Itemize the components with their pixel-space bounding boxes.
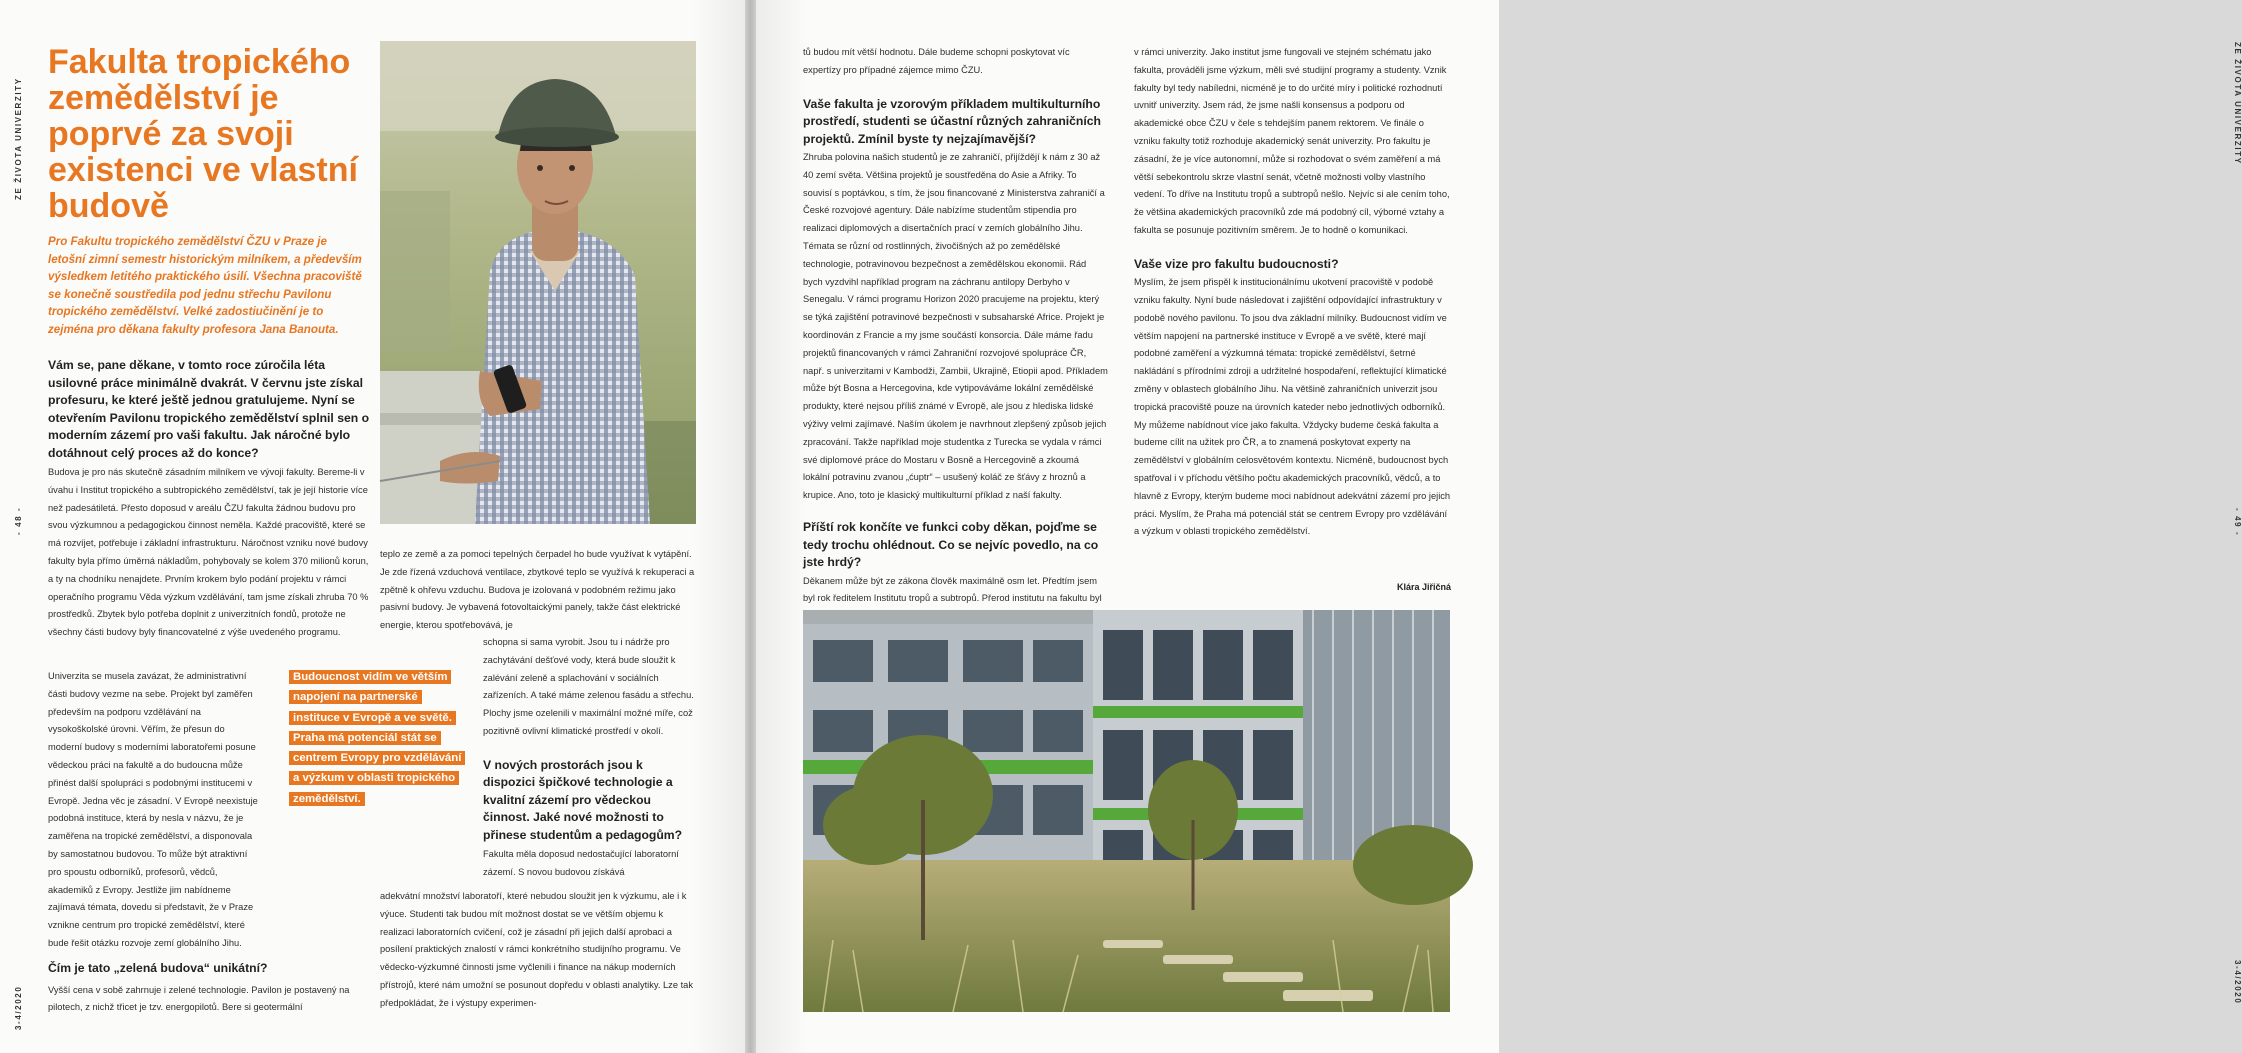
column-2-top [380,546,696,635]
building-courtyard-photo [803,610,1450,1012]
answer-1: Budova je pro nás skutečně zásadním milníkem ve vývoji fakulty. Bereme-li v úvahu i Institut tropického a subtropického zemědělství, tak je její historie více než padesátiletá. Přesto doposud v areálu ČZU fakulta žádnou budovu pro svou výzkumnou a pedagogickou činnost neměla. Každé pracoviště, které se má rozvíjet, potřebuje i základní infrastrukturu. Náročnost vzniku nové budovy fakulty byla přímo úměrná nákladům, pohybovaly se kolem 370 milionů korun, a ty na chodníku nenajdete. Prvním krokem bylo podání projektu v rámci operačního programu Věda výzkum vzdělávání, tam jsme získali zhruba 70 % prostředků. Zbytek bylo potřeba doplnit z univerzitních fondů, protože ne všechny části budovy byly financovatelné z výše uvedeného programu. [48,467,369,638]
article-lead: Pro Fakultu tropického zemědělství ČZU v Praze je letošní zimní semestr historickým milníkem, a především výsledkem letitého praktického úsilí. Všechna pracoviště se konečně soustředila pod jednu střechu Pavilonu tropického zemědělství. Velké zadostiučinění je to zejména pro děkana fakulty profesora Jana Banouta. [48,235,362,336]
right-page [756,0,2242,1053]
issue-label-left: 3-4/2020 [14,985,23,1030]
column-4 [1134,44,1451,541]
portrait-photo [380,41,696,524]
left-page [0,0,745,1053]
question-4: Vaše fakulta je vzorovým příkladem multikulturního prostředí, studenti se účastní různých zahraničních projektů. Zmínil byste ty nejzajímavější? [803,96,1101,146]
answer-5-continued: v rámci univerzity. Jako institut jsme fungovali ve stejném schématu jako fakulta, prováděli jsme výzkum, měli své studijní programy a studenty. Vznik fakulty byl tedy nabíledni, nicméně je to do určité míry i politické rozhodnutí uvnitř univerzity. Jsem rád, že jsme našli konsensus a podporu od akademické obce ČZU v čele s tehdejším panem rektorem. Ve finále o vzniku fakulty totiž rozhoduje akademický senát univerzity. Pro fakultu je zásadní, že je více autonomní, může si rozhodovat o svém zaměření a má větší sebekontrolu skrze vlastní senát, včetně možnosti volby vlastního vedení. To dříve na Institutu tropů a subtropů nešlo. Nejvíc si ale cením toho, že většina akademických pracovníků zde má podobný cíl, výborné vztahy a fakulta se posunuje pozitivním směrem. Je to hodně o komunikaci. [1134,47,1450,235]
question-1: Vám se, pane děkane, v tomto roce zúročila léta usilovné práce minimálně dvakrát. V červnu jste získal profesuru, ke které ještě jednou gratulujeme. Nyní se otevřením Pavilonu tropického zemědělství splnil sen o moderním zázemí pro vaši fakultu. Jak náročné bylo dotáhnout celý proces až do konce? [48,358,370,460]
author-signature: Klára Jiřičná [1396,582,1451,592]
book-spine [745,0,756,1053]
answer-3: adekvátní množství laboratoří, které nebudou sloužit jen k výzkumu, ale i k výuce. Studenti tak budou mít možnost dostat se ve větším objemu k realizaci laboratorních cvičení, což je zásadní při jejich další aprobaci a posílení praktických znalostí v rámci konkrétního studijního programu. Ve vědecko-výzkumné činnosti jsme vyčlenili i finance na nákup moderních přístrojů, které nám umožní se posunout dopředu v oblasti analytiky. Lze tak předpokládat, že i výstupy experimen- [380,891,693,1008]
answer-4: Zhruba polovina našich studentů je ze zahraničí, přijíždějí k nám z 30 až 40 zemí světa. Většina projektů je soustředěna do Asie a Afriky. To souvisí s poptávkou, s tím, že jsou financované z Ministerstva zahraničí a České rozvojové agentury. Dále nabízíme studentům stipendia pro realizaci diplomových a disertačních prací v zemích globálního Jihu. Témata se různí od rostlinných, živočišných až po zemědělské technologie, potravinovou bezpečnost a zemědělskou ekonomii. Rád bych vyzdvihl například program na záchranu antilopy Derbyho v Senegalu. V rámci programu Horizon 2020 pracujeme na projektu, který se týká zajištění potravinové bezpečnosti v subsaharské Africe. Projekt je koordinován z Francie a my jsme součástí konsorcia. Dále máme řadu projektů financovaných v rámci Zahraniční rozvojové spolupráce ČR, např. s univerzitami v Kambodži, Zambii, Ukrajině, Etiopii apod. Příkladem může být Bosna a Hercegovina, kde vytipováváme lokální zemědělské produkty, které nejsou příliš známé v Evropě, ale jsou z hlediska lidské výživy velmi zajímavé. Naším úkolem je navrhnout zlepšený způsob jejich zpracování. Takže například moje studentka z Turecka se vydala v rámci své diplomové práce do Mostaru v Bosně a Hercegovině a zkoumá lokální potravinu zvanou „ćuptr“ – usušený koláč ze šťávy z hroznů a krupice. Ano, toto je klasický multikulturní příklad z naší fakulty. [803,152,1108,501]
question-6: Vaše vize pro fakultu budoucnosti? [1134,256,1339,271]
page-number-right: - 49 - [2233,508,2242,537]
pull-quote [289,667,464,809]
pull-quote-text: Budoucnost vidím ve větším napojení na partnerské instituce v Evropě a ve světě. Praha má potenciál stát se centrem Evropy pro vzdělávání a výzkum v oblasti tropického zemědělství. [289,670,465,806]
column-1-bottom [48,960,370,1017]
article-title: Fakulta tropického zemědělství je poprvé za svoji existenci ve vlastní budově [48,43,358,225]
column-2-bottom [380,888,696,1013]
portrait-illustration [380,41,696,524]
running-section-label: ZE ŽIVOTA UNIVERZITY [14,77,23,200]
column-3 [803,44,1108,626]
answer-1-continued: Univerzita se musela zavázat, že administrativní části budovy vezme na sebe. Projekt byl zaměřen především na podporu vzdělávání na vysokoškolské úrovni. Věřím, že přesun do moderní budovy s moderními laboratořemi posune vědeckou práci na fakultě a do budoucna může přinést další spolupráci s podobnými institucemi v Evropě. Jedna věc je zásadní. V Evropě neexistuje podobná instituce, která by nesla v názvu, že je zaměřena na tropické zemědělství, a disponovala by samostatnou budovou. To může být atraktivní pro spoustu odborníků, profesorů, vědců, akademiků z Evropy. Jestliže jim nabídneme zajímavá témata, dovedu si představit, že v Praze vznikne centrum pro tropické zemědělství, které bude řešit otázku rozvoje zemí globálního Jihu. [48,671,258,948]
column-1 [48,357,370,642]
answer-3-start: Fakulta měla doposud nedostačující laboratorní zázemí. S novou budovou získává [483,849,679,878]
answer-2-continued: teplo ze země a za pomoci tepelných čerpadel ho bude využívat k vytápění. Je zde řízená vzduchová ventilace, zbytkové teplo se využívá k rekuperaci a zpětně k ohřevu vzduchu. Budova je izolovaná v podobném režimu jako pasivní budovy. Je vybavená fotovoltaickými panely, takže část elektrické energie, kterou spotřebovává, je [380,549,695,631]
running-section-label-right: ZE ŽIVOTA UNIVERZITY [2233,42,2242,165]
answer-6: Myslím, že jsem přispěl k institucionálnímu ukotvení pracoviště v podobě vzniku fakulty. Nyní bude následovat i zajištění odpovídající infrastruktury v podobě nového pavilonu. To jsou dva základní milníky. Budoucnost vidím ve větším napojení na partnerské instituce v Evropě a ve světě, které mají podobné zaměření a výzkumná témata: tropické zemědělství, šetrné nakládání s přírodními zdroji a udržitelné hospodaření, reflektující klimatické změny v oblastech globálního Jihu. Na většině zahraničních univerzit jsou tropická pracoviště pouze na úrovních kateder nebo jednotlivých odborníků. My můžeme nabídnout více jako fakulta. Vždycky budeme česká fakulta a budeme cílit na užitek pro ČR, a to znamená poskytovat experty na zemědělství v globálním celosvětovém kontextu. Nicméně, budoucnost bych spatřoval i v příchodu většího počtu akademických pracovníků, vědců, a to hlavně z Evropy, kterým budeme moci nabídnout adekvátní zázemí pro jejich práci. Myslím, že Praha má potenciál stát se centrem Evropy pro vzdělávání a výzkum v oblasti tropického zemědělství. [1134,277,1451,537]
column-1-narrow [48,668,258,953]
question-5: Příští rok končíte ve funkci coby děkan, pojďme se tedy trochu ohlédnout. Co se nejvíc povedlo, na co jste hrdý? [803,520,1099,570]
column-2-mid [483,634,696,882]
question-3: V nových prostorách jsou k dispozici špičkové technologie a kvalitní zázemí pro vědeckou činnost. Jaké nové možnosti to přinese studentům a pedagogům? [483,757,683,842]
answer-3-end: tů budou mít větší hodnotu. Dále budeme schopni poskytovat víc expertízy pro případné zájemce mimo ČZU. [803,47,1070,75]
answer-2: Vyšší cena v sobě zahrnuje i zelené technologie. Pavilon je postavený na pilotech, z nichž třicet je tzv. energopilotů. Bere si geotermální [48,984,350,1013]
page-number-left: - 48 - [14,506,23,535]
answer-5: Děkanem může být ze zákona člověk maximálně osm let. Předtím jsem byl rok ředitelem Institutu tropů a subtropů. Přerod institutu na fakultu byl [803,575,1102,604]
issue-label-right: 3-4/2020 [2233,960,2242,1005]
building-illustration [803,610,1450,1012]
question-2: Čím je tato „zelená budova“ unikátní? [48,961,268,975]
answer-2-end: schopna si sama vyrobit. Jsou tu i nádrže pro zachytávání dešťové vody, která bude sloužit k zalévání zeleně a splachování v sociálních zařízeních. A také máme zelenou fasádu a střechu. Plochy jsme ozelenili v maximální možné míře, což pozitivně ovlivní klimatické prostředí v okolí. [483,637,694,736]
